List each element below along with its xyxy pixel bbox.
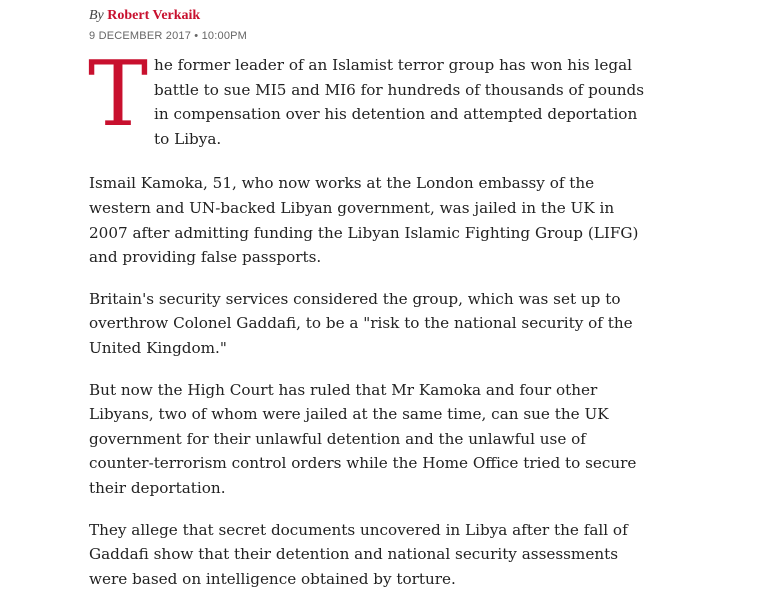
paragraph: They allege that secret documents uncovered in Libya after the fall of Gaddafi show that their detention and national security assessments were based on intelligence obtained by torture. [89, 520, 628, 588]
drop-cap: T [88, 42, 149, 147]
article-body [88, 42, 649, 591]
author-link[interactable]: Robert Verkaik [107, 8, 201, 23]
paragraph: Britain's security services considered the group, which was set up to overthrow Colonel Gaddafi, to be a "risk to the national security of the United Kingdom." [89, 289, 633, 357]
paragraph: Ismail Kamoka, 51, who now works at the London embassy of the western and UN-backed Libyan government, was jailed in the UK in 2007 after admitting funding the Libyan Islamic Fighting Group (LIFG) and providing false passports. [89, 174, 639, 267]
publish-date: 9 DECEMBER 2017 • 10:00PM [89, 30, 248, 42]
paragraph-lead [88, 42, 649, 151]
paragraph-lead-text: he former leader of an Islamist terror group has won his legal battle to sue MI5 and MI6 for hundreds of thousands of pounds in compensation over his detention and attempted deportation to Libya. [154, 56, 645, 148]
byline [89, 6, 649, 26]
article [89, 6, 649, 608]
paragraph: But now the High Court has ruled that Mr Kamoka and four other Libyans, two of whom were jailed at the same time, can sue the UK government for their unlawful detention and the unlawful use of counter-terrorism control orders while the Home Office tried to secure their deportation. [89, 380, 637, 497]
byline-prefix: By [89, 8, 104, 23]
